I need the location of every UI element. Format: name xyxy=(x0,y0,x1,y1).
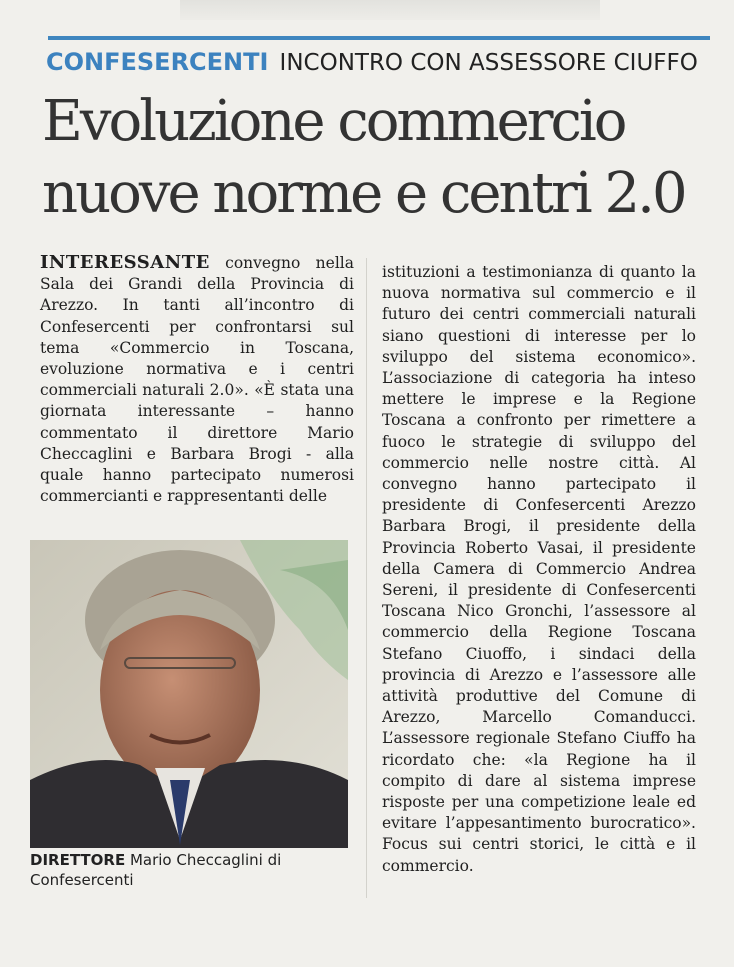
portrait-illustration xyxy=(30,540,348,848)
kicker xyxy=(46,48,716,88)
caption-text: Mario Checcaglini di Confesercenti xyxy=(30,851,282,889)
headline-line-1: Evoluzione commercio xyxy=(42,89,625,154)
section-rule xyxy=(48,36,710,40)
headline xyxy=(42,86,722,230)
right-body-text: istituzioni a testimonianza di quanto la nuova normativa sul commercio e il futuro dei centri commerciali naturali siano questioni di interesse per lo sviluppo del sistema economico». L’associazione di categoria ha inteso mettere le imprese e la Regione Toscana a confronto per rimettere a fuoco le strategie di sviluppo del commercio nelle nostre città. Al convegno hanno partecipato il presidente di Confesercenti Arezzo Barbara Brogi, il presidente della Provincia Roberto Vasai, il presidente della Camera di Commercio Andrea Sereni, il presidente di Confesercenti Toscana Nico Gronchi, l’assessore al commercio della Regione Toscana Stefano Ciuoffo, i sindaci della provincia di Arezzo e l’assessore alle attività produttive del Comune di Arezzo, Marcello Comanducci. L’assessore regionale Stefano Ciuffo ha ricordato che: «la Regione ha il compito di dare al sistema imprese risposte per una competizione leale ed evitare l’appesantimento burocratico». Focus sui centri storici, le città e il commercio. xyxy=(382,263,696,875)
photo-caption xyxy=(30,850,360,890)
headline-line-2: nuove norme e centri 2.0 xyxy=(42,161,685,226)
article-paragraph-left xyxy=(40,252,354,507)
article-column-right xyxy=(382,262,696,877)
top-bleed-through xyxy=(180,0,600,20)
left-body-text: convegno nella Sala dei Grandi della Provincia di Arezzo. In tanti all’incontro di Confesercenti per confrontarsi sul tema «Commercio in Toscana, evoluzione normativa e i centri commerciali naturali 2.0». «È stata una giornata interessante – hanno commentato il direttore Mario Checcaglini e Barbara Brogi - alla quale hanno partecipato numerosi commercianti e rappresentanti delle xyxy=(40,254,354,506)
caption-lead: DIRETTORE xyxy=(30,851,126,869)
kicker-brand: CONFESERCENTI xyxy=(46,48,269,76)
lead-word: INTERESSANTE xyxy=(40,252,210,273)
article-column-left xyxy=(40,252,354,507)
column-divider xyxy=(366,258,367,898)
kicker-text: INCONTRO CON ASSESSORE CIUFFO xyxy=(279,50,698,76)
portrait-photo xyxy=(30,540,348,848)
